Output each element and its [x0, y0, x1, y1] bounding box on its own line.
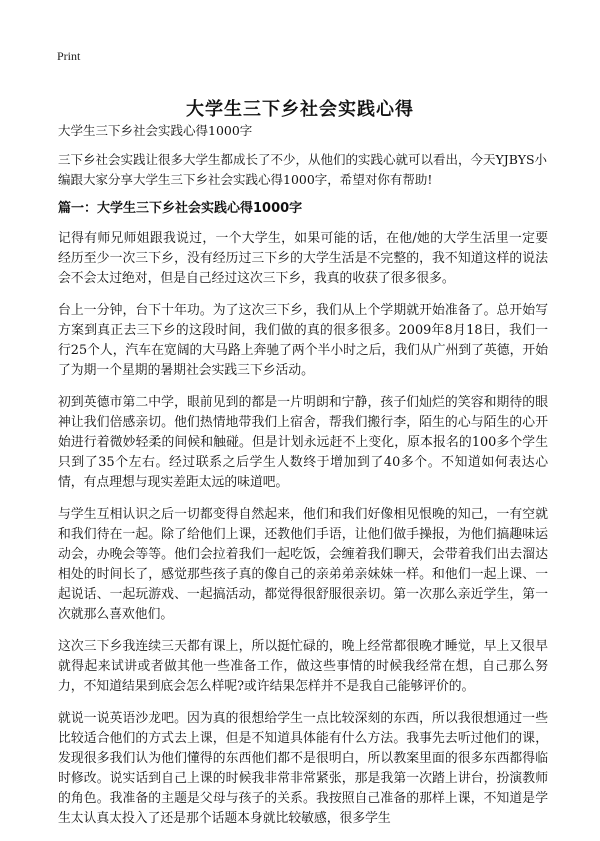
- paragraph: 这次三下乡我连续三天都有课上，所以挺忙碌的，晚上经常都很晚才睡觉，早上又很早就得起来试讲或者做其他一些准备工作，做这些事情的时候我经常在想，自己那么努力，不知道结果到底会怎么样呢?或许结果怎样并不是我自己能够评价的。: [58, 639, 548, 694]
- paragraph: 台上一分钟，台下十年功。为了这次三下乡，我们从上个学期就开始准备了。总开始写方案到真正去三下乡的这段时间，我们做的真的很多很多。2009年8月18日，我们一行25个人，汽车在宽阔的大马路上奔驰了两个半小时之后，我们从广州到了英德，开始了为期一个星期的暑期社会实践三下乡活动。: [58, 303, 548, 378]
- print-link[interactable]: Print: [57, 49, 81, 63]
- paragraph: 初到英德市第二中学，眼前见到的都是一片明朗和宁静，孩子们灿烂的笑容和期待的眼神让我们倍感亲切。他们热情地带我们上宿舍，帮我们搬行李，陌生的心与陌生的心开始进行着微妙轻柔的间候和触碰。但是计划永远赶不上变化，原本报名的100多个学生只到了35个左右。经过联系之后学生人数终于增加到了40多个。不知道如何表达心情，有点理想与现实差距太远的味道吧。: [58, 395, 548, 490]
- paragraph-list: [58, 229, 548, 829]
- paragraph: 记得有师兄师姐跟我说过，一个大学生，如果可能的话，在他/她的大学生活里一定要经历至少一次三下乡，没有经历过三下乡的大学生活是不完整的，我不知道这样的说法会不会太过绝对，但是自己经过这次三下乡，我真的收获了很多很多。: [58, 231, 548, 286]
- article-subtitle: 大学生三下乡社会实践心得1000字: [58, 123, 253, 138]
- paragraph: 与学生互相认识之后一切都变得自然起来，他们和我们好像相见恨晚的知己，一有空就和我们待在一起。除了给他们上课，还教他们手语，让他们做手操报，为他们搞趣味运动会，办晚会等等。他们会拉着我们一起吃饭，会缠着我们聊天，会带着我们出去溜达相处的时间长了，感觉那些孩子真的像自己的亲弟弟亲妹妹一样。和他们一起上课、一起说话、一起玩游戏、一起搞活动，都觉得很舒服很亲切。第一次那么亲近学生，第一次就那么喜欢他们。: [58, 507, 548, 622]
- page-title: 大学生三下乡社会实践心得: [186, 99, 414, 121]
- article-intro: 三下乡社会实践让很多大学生都成长了不少，从他们的实践心就可以看出，今天YJBYS小编跟大家分享大学生三下乡社会实践心得1000字，希望对你有帮助!: [58, 152, 548, 187]
- article-body: [58, 121, 548, 841]
- section-heading: 篇一：大学生三下乡社会实践心得1000字: [58, 201, 303, 216]
- paragraph: 就说一说英语沙龙吧。因为真的很想给学生一点比较深刻的东西，所以我很想通过一些比较适合他们的方式去上课，但是不知道具体能有什么方法。我事先去听过他们的课，发现很多我们认为他们懂得的东西他们都不是很明白，所以教案里面的很多东西都得临时修改。说实话到自己上课的时候我非常非常紧张，那是我第一次踏上讲台，扮演教师的角色。我准备的主题是父母与孩子的关系。我按照自己准备的那样上课，不知道是学生太认真太投入了还是那个话题本身就比较敏感，很多学生: [58, 711, 548, 826]
